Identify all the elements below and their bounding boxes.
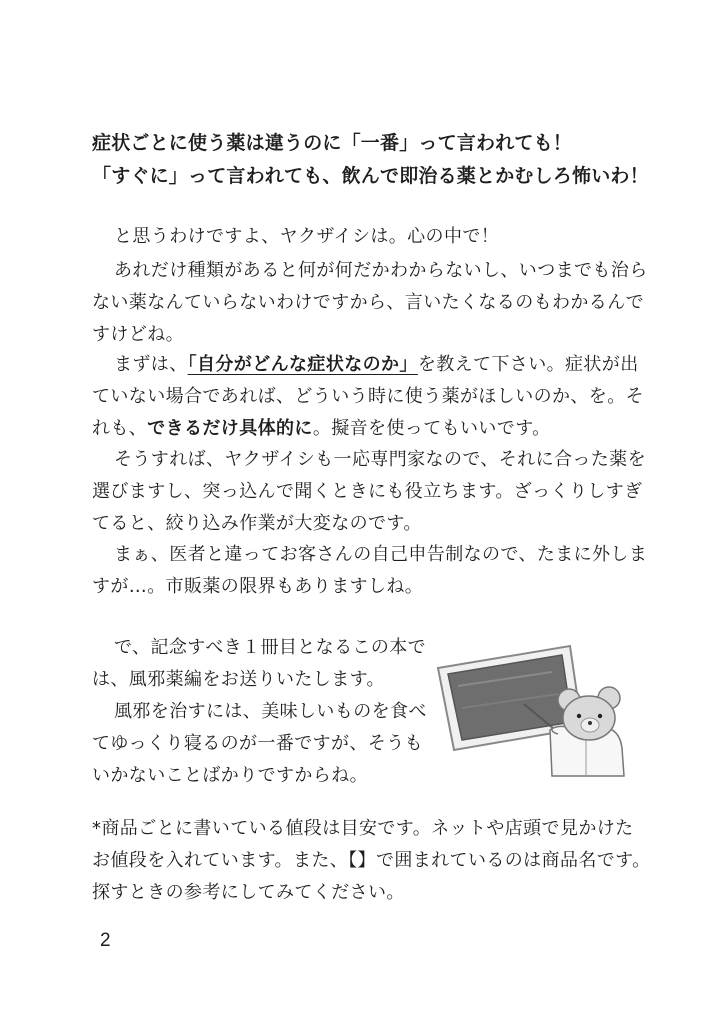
paragraph-line: すけどね。 — [92, 324, 184, 345]
text-run: 。擬音を使ってもいいです。 — [312, 418, 551, 439]
paragraph-line — [92, 350, 639, 376]
note-line: 探すときの参考にしてみてください。 — [92, 882, 405, 903]
paragraph-line: 選びますし、突っ込んで聞くときにも役立ちます。ざっくりしすぎ — [92, 481, 643, 502]
note-line: お値段を入れています。また、【】で囲まれているのは商品名です。 — [92, 850, 651, 871]
heading-line-1: 症状ごとに使う薬は違うのに「一番」って言われても！ — [92, 132, 573, 154]
paragraph-line: てゆっくり寝るのが一番ですが、そうも — [92, 733, 424, 754]
paragraph-line: いかないことばかりですからね。 — [92, 765, 368, 786]
paragraph-line: で、記念すべき１冊目となるこの本で — [114, 637, 427, 658]
text-run: を教えて下さい。症状が出 — [417, 354, 639, 375]
paragraph-line: てると、絞り込み作業が大変なのです。 — [92, 513, 422, 534]
page-number: 2 — [100, 930, 111, 951]
paragraph-line: は、風邪薬編をお送りいたします。 — [92, 669, 385, 690]
paragraph-line: そうすれば、ヤクザイシも一応専門家なので、それに合った薬を — [114, 449, 646, 470]
paragraph-line: ない薬なんていらないわけですから、言いたくなるのもわかるんで — [92, 292, 644, 313]
text-run: まずは、 — [114, 354, 188, 375]
paragraph-line: と思うわけですよ、ヤクザイシは。心の中で！ — [114, 226, 500, 247]
heading-line-2: 「すぐに」って言われても、飲んで即治る薬とかむしろ怖いわ！ — [92, 165, 649, 187]
emphasis-bold: できるだけ具体的に — [147, 418, 313, 439]
paragraph-line: あれだけ種類があると何が何だかわからないし、いつまでも治ら — [114, 260, 648, 281]
note-line: *商品ごとに書いている値段は目安です。ネットや店頭で見かけた — [92, 818, 634, 839]
paragraph-line: すが…。市販薬の限界もありますしね。 — [92, 576, 424, 597]
emphasis-underline: 「自分がどんな症状なのか」 — [187, 354, 418, 375]
text-run: れも、 — [92, 418, 148, 439]
paragraph-line: ていない場合であれば、どういう時に使う薬がほしいのか、を。そ — [92, 386, 644, 407]
bear-teacher-icon — [432, 628, 632, 778]
paragraph-line: まぁ、医者と違ってお客さんの自己申告制なので、たまに外しま — [114, 544, 648, 565]
paragraph-line — [92, 414, 551, 440]
paragraph-line: 風邪を治すには、美味しいものを食べ — [114, 701, 427, 722]
